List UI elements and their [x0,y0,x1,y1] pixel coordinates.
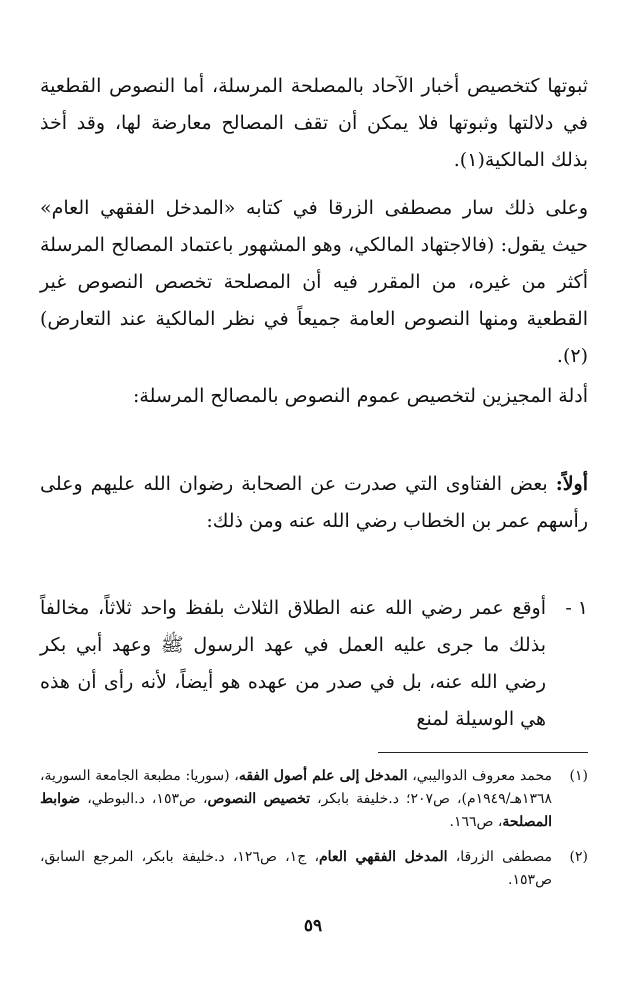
footnote-author: مصطفى الزرقا، [447,849,552,865]
page-number: ٥٩ [303,916,323,936]
footnote-book-title: تخصيص النصوص [207,791,311,807]
footnote-1 [40,765,588,834]
point-paragraph [40,466,588,540]
footnote-reference: ، ص١٥٣، د.البوطي، [80,791,208,807]
footnote-book-title: ضوابط المصلحة [40,791,552,830]
point-text: بعض الفتاوى التي صدرت عن الصحابة رضوان الله عليهم وعلى رأسهم عمر بن الخطاب رضي الله عنه ومن ذلك: [40,473,588,532]
footnote-author: محمد معروف الدواليبي، [407,768,552,784]
list-item-text: أوقع عمر رضي الله عنه الطلاق الثلاث بلفظ واحد ثلاثاً، مخالفاً بذلك ما جرى عليه العمل في عهد الرسول ﷺ وعهد أبي بكر رضي الله عنه، بل في صدر من عهده هو أيضاً، لأنه رأى أن هذه هي الوسيلة لمنع [40,597,546,730]
footnote-2 [40,846,588,892]
footnote-book-title: المدخل الفقهي العام [319,849,448,865]
section-heading: أدلة المجيزين لتخصيص عموم النصوص بالمصالح المرسلة: [133,385,588,407]
list-item [40,590,588,738]
footnote-reference: ، (سوريا: مطبعة الجامعة السورية، ١٣٦٨هـ/١٩٤٩م)، ص٢٠٧؛ د.خليفة بابكر، [40,768,552,807]
footnote-text [40,846,552,892]
point-label: أولاً: [555,473,588,495]
footnote-divider [378,752,588,753]
body-paragraph-1: ثبوتها كتخصيص أخبار الآحاد بالمصلحة المرسلة، أما النصوص القطعية في دلالتها وثبوتها فلا يمكن أن تقف المصالح معارضة لها، وقد أخذ بذلك المالكية(١). [40,75,588,171]
footnote-text [40,765,552,834]
footnote-number: (٢) [569,849,588,865]
list-item-number: ١ - [565,597,588,619]
footnote-reference: ، ج١، ص١٢٦، د.خليفة بابكر، المرجع السابق، ص١٥٣. [40,849,552,888]
footnote-number: (١) [569,768,588,784]
footnote-book-title: المدخل إلى علم أصول الفقه [238,768,408,784]
footnote-reference: ، ص١٦٦. [449,814,503,830]
body-paragraph-2: وعلى ذلك سار مصطفى الزرقا في كتابه «المدخل الفقهي العام» حيث يقول: (فالاجتهاد المالكي، وهو المشهور باعتماد المصالح المرسلة أكثر من غيره، من المقرر فيه أن المصلحة تخصص النصوص غير القطعية ومنها النصوص العامة جميعاً في نظر المالكية عند التعارض)(٢). [40,197,588,367]
